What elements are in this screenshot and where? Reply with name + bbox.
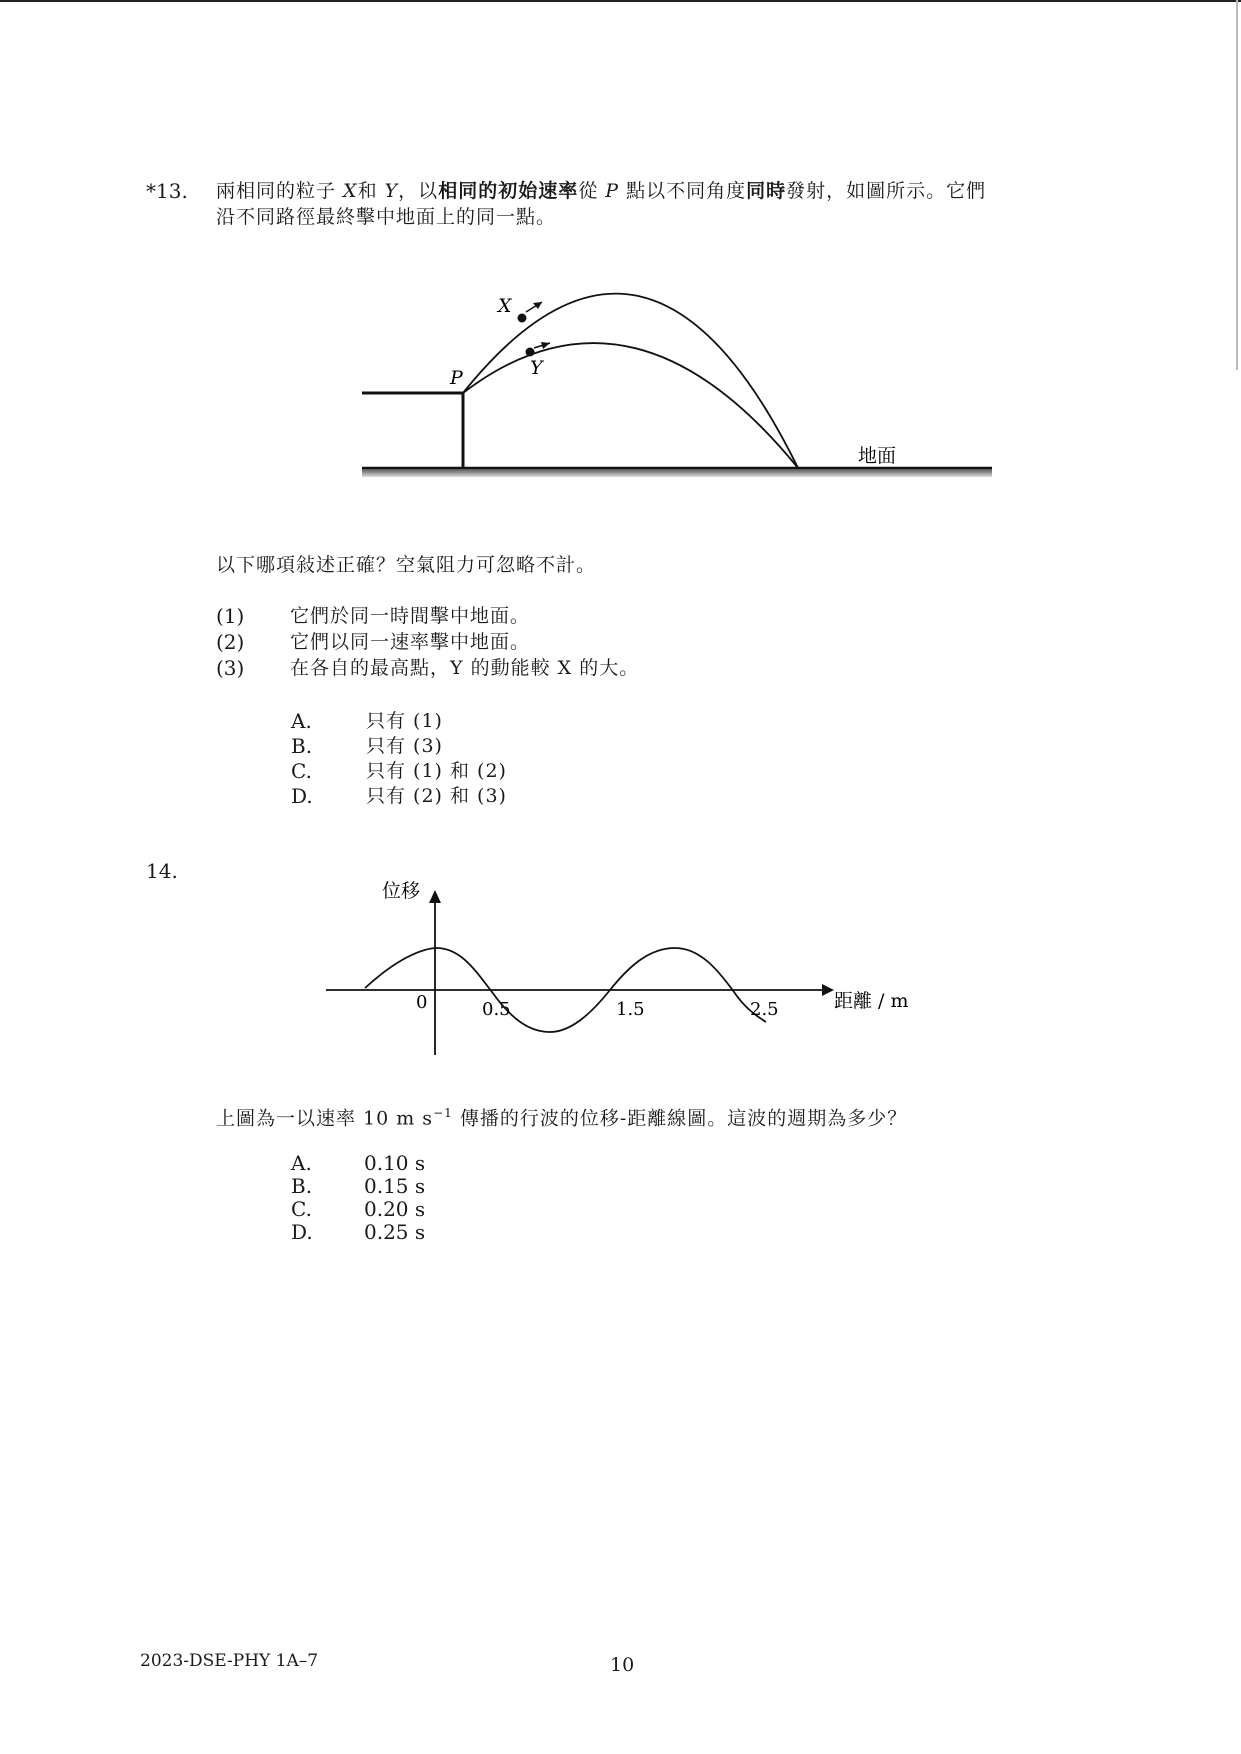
q13-stem-1b: 和	[357, 180, 385, 202]
q14-option-c-letter: C.	[291, 1197, 312, 1221]
ground-hatch	[362, 469, 992, 477]
particle-x	[518, 314, 527, 323]
q14-number: 14.	[146, 859, 178, 883]
tick-2-5: 2.5	[750, 999, 779, 1020]
y-axis-arrowhead	[429, 890, 441, 903]
q13-var-y: Y	[384, 180, 399, 202]
q13-statement-2-text: 它們以同一速率擊中地面。	[290, 631, 531, 653]
scan-right-edge	[1236, 0, 1238, 370]
q13-question: 以下哪項敍述正確？空氣阻力可忽略不計。	[216, 554, 597, 576]
q13-statement-2-num: (2)	[216, 630, 245, 654]
q14-option-d-text: 0.25 s	[364, 1220, 426, 1244]
q14-option-a-letter: A.	[291, 1151, 312, 1175]
arrow-y-head	[541, 342, 550, 349]
q13-stem-line2: 沿不同路徑最終擊中地面上的同一點。	[216, 206, 557, 228]
q14-question-a: 上圖為一以速率 10 m s	[216, 1107, 434, 1130]
label-ground: 地面	[858, 445, 897, 467]
q13-stem-1a: 兩相同的粒子	[216, 180, 344, 202]
arrow-x-head	[533, 302, 542, 309]
tick-1-5: 1.5	[616, 999, 645, 1020]
origin-label: 0	[416, 992, 428, 1013]
q13-statement-3-num: (3)	[216, 656, 245, 680]
q13-var-x: X	[343, 180, 358, 202]
label-y: Y	[530, 357, 543, 379]
q13-stem-line1	[216, 178, 986, 204]
q14-question-b: 傳播的行波的位移-距離線圖。這波的週期為多少？	[452, 1107, 908, 1130]
y-axis-label: 位移	[382, 880, 421, 902]
q13-option-b-text: 只有 (3)	[366, 735, 443, 757]
q13-statement-1-text: 它們於同一時間擊中地面。	[290, 605, 531, 627]
q13-bold-simultaneous: 同時	[746, 180, 787, 202]
q13-statement-1-num: (1)	[216, 604, 245, 628]
q14-question	[216, 1100, 907, 1131]
footer-page-number: 10	[610, 1654, 635, 1676]
x-axis-arrowhead	[822, 984, 834, 996]
q13-number: *13.	[146, 179, 188, 203]
q14-option-c-text: 0.20 s	[364, 1197, 426, 1221]
q13-stem-1c: ，以	[398, 180, 439, 202]
q13-option-b-letter: B.	[291, 734, 313, 758]
q13-option-a-letter: A.	[291, 709, 312, 733]
footer-paper-code: 2023-DSE-PHY 1A–7	[140, 1651, 319, 1671]
q13-var-p: P	[605, 180, 620, 202]
label-x: X	[498, 295, 512, 317]
particle-y	[526, 348, 535, 357]
q13-stem-1e: 點以不同角度	[619, 180, 747, 202]
q14-question-sup: −1	[433, 1106, 453, 1120]
q13-option-c-text: 只有 (1) 和 (2)	[366, 760, 507, 782]
q13-projectile-figure	[350, 262, 1000, 487]
x-axis-label: 距離 / m	[834, 990, 909, 1012]
q14-option-b-letter: B.	[291, 1174, 313, 1198]
q13-option-a-text: 只有 (1)	[366, 710, 443, 732]
tick-0-5: 0.5	[482, 999, 511, 1020]
label-p: P	[450, 367, 463, 389]
q13-stem-1f: 發射，如圖所示。它們	[786, 180, 987, 202]
q13-bold-same-speed: 相同的初始速率	[438, 180, 579, 202]
q13-option-d-letter: D.	[291, 784, 313, 808]
q13-statement-3-text: 在各自的最高點，Y 的動能較 X 的大。	[290, 657, 640, 679]
trajectory-x	[463, 294, 798, 468]
q14-option-b-text: 0.15 s	[364, 1174, 426, 1198]
q14-option-d-letter: D.	[291, 1220, 313, 1244]
q14-wave-graph	[320, 870, 940, 1060]
q13-option-c-letter: C.	[291, 759, 312, 783]
q14-option-a-text: 0.10 s	[364, 1151, 426, 1175]
trajectory-y	[463, 343, 798, 468]
q13-stem-1d: 從	[578, 180, 606, 202]
scan-top-border	[0, 0, 1241, 2]
q13-option-d-text: 只有 (2) 和 (3)	[366, 785, 507, 807]
